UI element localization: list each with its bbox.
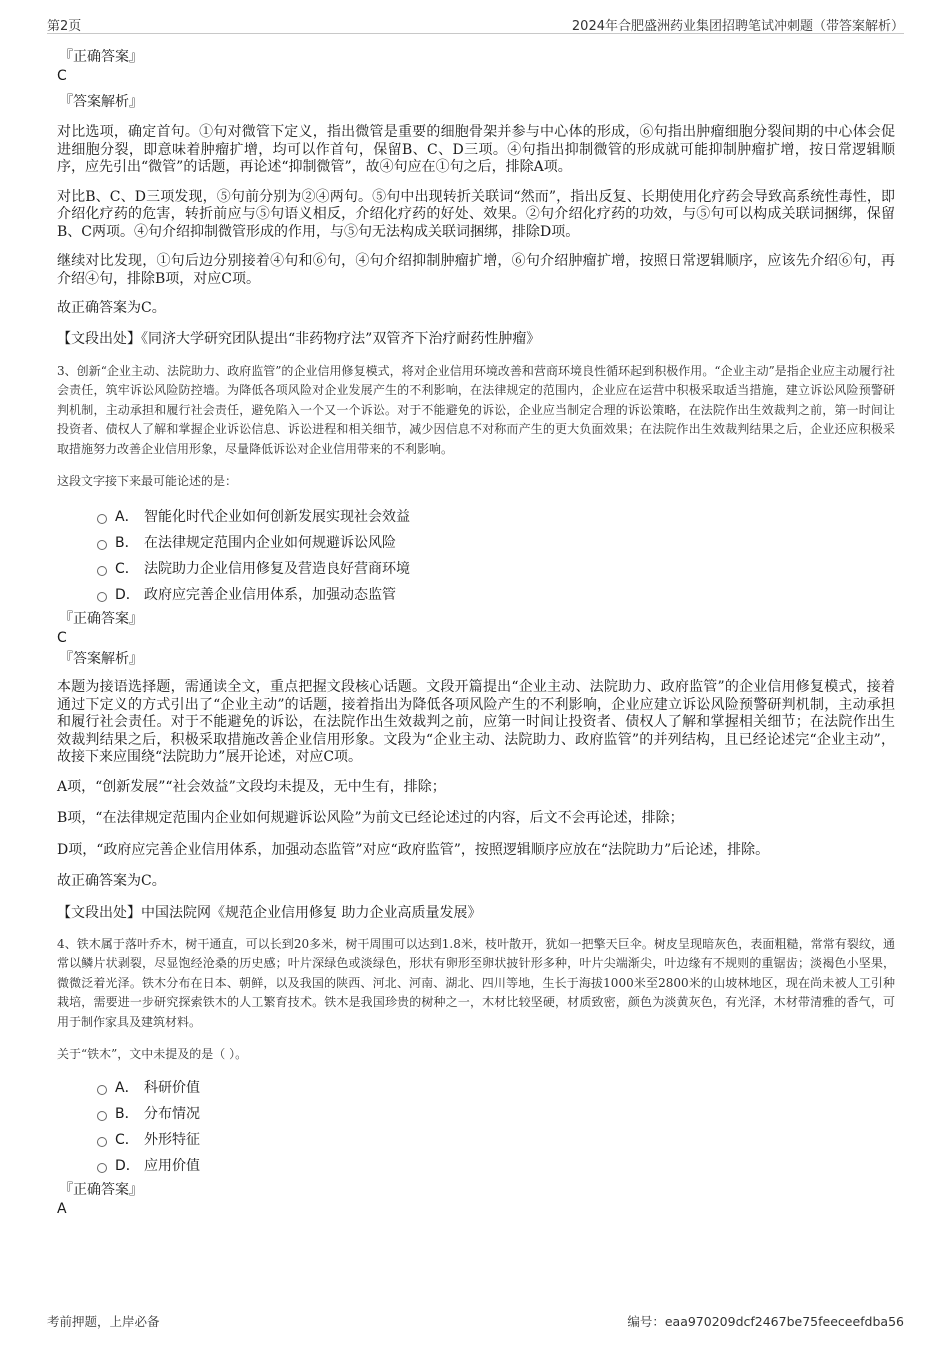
radio-button-icon[interactable]	[97, 1085, 107, 1095]
page-header	[47, 13, 904, 34]
analysis-paragraph: 本题为接语选择题，需通读全文，重点把握文段核心话题。文段开篇提出“企业主动、法院助力、政府监管”的企业信用修复模式，接着通过下定义的方式引出了“企业主动”的话题，接着指出为降低各项风险产生的不利影响，企业应建立诉讼风险预警研判机制，主动承担和履行社会责任。对于不能避免的诉讼，在法院作出生效裁判之前，应第一时间让投资者、债权人了解和掌握相关细节；在法院作出生效裁判结果之后，积极采取措施改善企业信用形象。文段为“企业主动、法院助力、政府监管”的并列结构，且已经论述完“企业主动”，故接下来应围绕“法院助力”展开论述，对应C项。	[57, 679, 895, 765]
analysis-paragraph: B项，“在法律规定范围内企业如何规避诉讼风险”为前文已经论述过的内容，后文不会再论述，排除；	[57, 810, 684, 826]
radio-button-icon[interactable]	[97, 566, 107, 576]
radio-button-icon[interactable]	[97, 540, 107, 550]
question-text: 3、创新“企业主动、法院助力、政府监管”的企业信用修复模式，将对企业信用环境改善和营商环境良性循环起到积极作用。“企业主动”是指企业应主动履行社会责任，筑牢诉讼风险防控墙。为降低各项风险对企业发展产生的不利影响，在法律规定的范围内，企业应在运营中积极采取适当措施，建立诉讼风险预警研判机制，主动承担和履行社会责任，避免陷入一个又一个诉讼。对于不能避免的诉讼，企业应当制定合理的诉讼策略，在法院作出生效裁判之前，第一时间让投资者、债权人了解和掌握企业诉讼信息、诉讼进程和相关细节，减少因信息不对称而产生的更大负面效果；在法院作出生效裁判结果之后，企业还应积极采取措施努力改善企业信用形象，尽量降低诉讼对企业信用带来的不利影响。	[57, 363, 895, 456]
page-footer	[47, 1312, 904, 1332]
radio-button-icon[interactable]	[97, 1137, 107, 1147]
footer-slogan: 考前押题，上岸必备	[47, 1314, 160, 1329]
analysis-paragraph: 对比B、C、D三项发现，⑤句前分别为②④两句。⑤句中出现转折关联词“然而”，指出反复、长期使用化疗药会导致高系统性毒性，即介绍化疗药的危害，转折前应与⑤句语义相反，介绍化疗药的好处、效果。②句介绍化疗药的功效，与⑤句可以构成关联词捆绑，保留B、C两项。④句介绍抑制微管形成的作用，与⑤句无法构成关联词捆绑，排除D项。	[57, 188, 895, 240]
analysis-paragraph: 继续对比发现，①句后边分别接着④句和⑥句，④句介绍抑制肿瘤扩增，⑥句介绍肿瘤扩增，按照日常逻辑顺序，应该先介绍⑥句，再介绍④句，排除B项，对应C项。	[57, 253, 895, 287]
option-list	[57, 506, 895, 610]
analysis-paragraph: A项，“创新发展”“社会效益”文段均未提及，无中生有，排除；	[57, 778, 446, 795]
option-d[interactable]: D． 政府应完善企业信用体系，加强动态监管	[57, 584, 895, 610]
correct-answer: A	[57, 1201, 67, 1217]
analysis-label: 『答案解析』	[59, 651, 143, 667]
option-c[interactable]: C． 法院助力企业信用修复及营造良好营商环境	[57, 558, 895, 584]
correct-answer: C	[57, 68, 67, 84]
answer-label: 『正确答案』	[59, 49, 143, 65]
analysis-label: 『答案解析』	[59, 94, 143, 110]
option-list	[57, 1077, 895, 1181]
page-number: 第2页	[47, 19, 82, 34]
document-body	[57, 45, 895, 1219]
radio-button-icon[interactable]	[97, 592, 107, 602]
analysis-paragraph: 故正确答案为C。	[57, 873, 166, 889]
radio-button-icon[interactable]	[97, 1163, 107, 1173]
question-prompt: 关于“铁木”，文中未提及的是（ ）。	[57, 1047, 248, 1061]
option-d[interactable]: D． 应用价值	[57, 1155, 895, 1181]
option-a[interactable]: A． 智能化时代企业如何创新发展实现社会效益	[57, 506, 895, 532]
option-a[interactable]: A． 科研价值	[57, 1077, 895, 1103]
source-citation: 【文段出处】中国法院网《规范企业信用修复 助力企业高质量发展》	[57, 904, 482, 921]
document-code: 编号：eaa970209dcf2467be75feeceefdba56	[627, 1314, 904, 1329]
radio-button-icon[interactable]	[97, 514, 107, 524]
analysis-paragraph: 对比选项，确定首句。①句对微管下定义，指出微管是重要的细胞骨架并参与中心体的形成，⑥句指出肿瘤细胞分裂间期的中心体会促进细胞分裂，即意味着肿瘤扩增，均可以作首句，保留B、C、D三项。④句指出抑制微管的形成就可能抑制肿瘤扩增，按日常逻辑顺序，应先引出“微管”的话题，再论述“抑制微管”，故④句应在①句之后，排除A项。	[57, 124, 895, 175]
question-text: 4、铁木属于落叶乔木，树干通直，可以长到20多米，树干周围可以达到1.8米，枝叶散开，犹如一把擎天巨伞。树皮呈现暗灰色，表面粗糙，常常有裂纹，通常以鳞片状剥裂，尽显饱经沧桑的历史感；叶片深绿色或淡绿色，形状有卵形至卵状披针形多种，叶片尖端渐尖，叶边缘有不规则的重锯齿；淡褐色小坚果，微微泛着光泽。铁木分布在日本、朝鲜，以及我国的陕西、河北、河南、湖北、四川等地，生长于海拔1000米至2800米的山坡林地区，现在尚未被人工引种栽培，需要进一步研究探索铁木的人工繁育技术。铁木是我国珍贵的树种之一，木材比较坚硬，材质致密，颜色为淡黄灰色，有光泽，木材带清雅的香气，可用于制作家具及建筑材料。	[57, 936, 895, 1029]
document-title: 2024年合肥盛洲药业集团招聘笔试冲刺题（带答案解析）	[571, 19, 904, 34]
option-b[interactable]: B． 分布情况	[57, 1103, 895, 1129]
question-prompt: 这段文字接下来最可能论述的是：	[57, 474, 238, 488]
option-c[interactable]: C． 外形特征	[57, 1129, 895, 1155]
option-b[interactable]: B． 在法律规定范围内企业如何规避诉讼风险	[57, 532, 895, 558]
analysis-paragraph: D项，“政府应完善企业信用体系，加强动态监管”对应“政府监管”，按照逻辑顺序应放在“法院助力”后论述，排除。	[57, 841, 770, 858]
source-citation: 【文段出处】《同济大学研究团队提出“非药物疗法”双管齐下治疗耐药性肿瘤》	[57, 330, 541, 347]
answer-label: 『正确答案』	[59, 611, 143, 627]
radio-button-icon[interactable]	[97, 1111, 107, 1121]
answer-label: 『正确答案』	[59, 1182, 143, 1198]
correct-answer: C	[57, 630, 67, 646]
analysis-paragraph: 故正确答案为C。	[57, 300, 166, 316]
